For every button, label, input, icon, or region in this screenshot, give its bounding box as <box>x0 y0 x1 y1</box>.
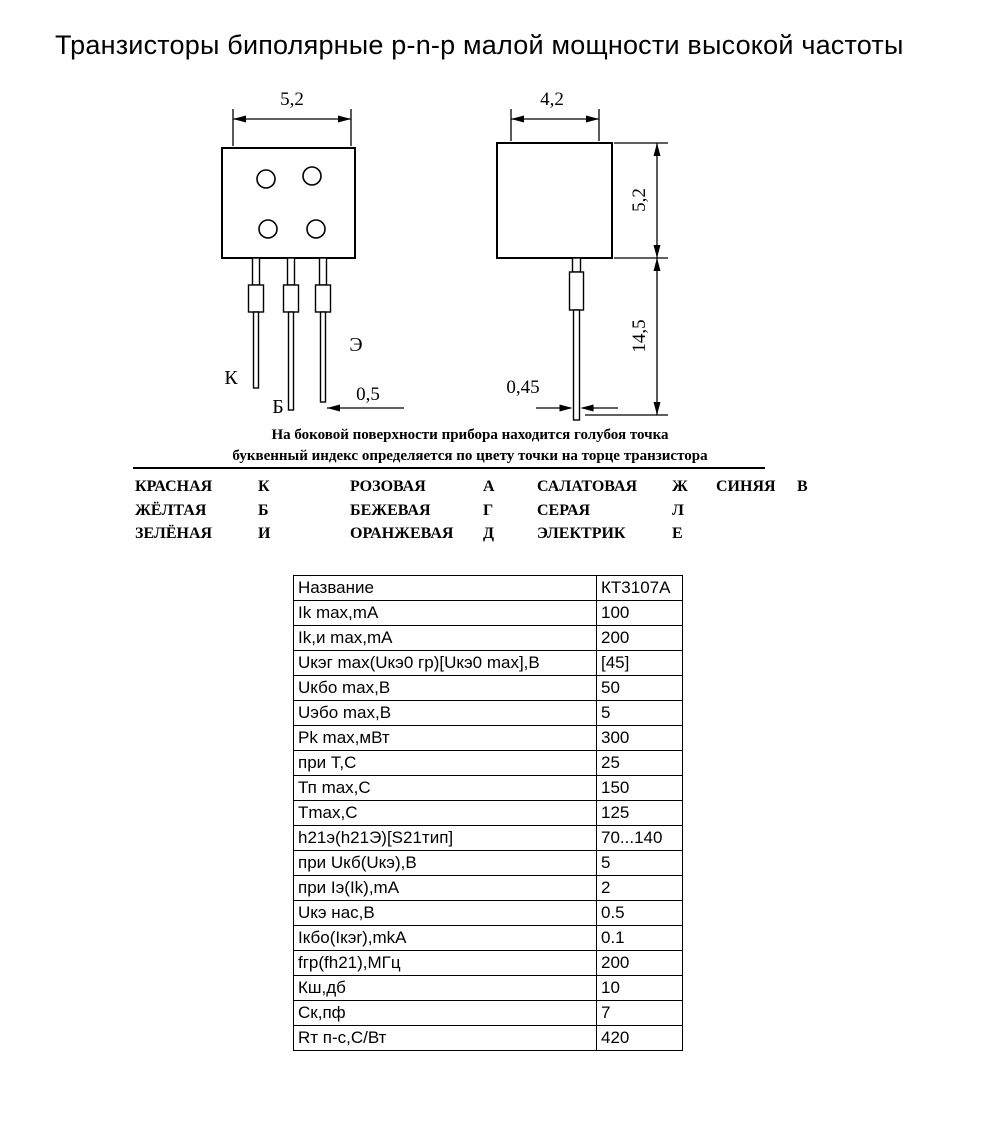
color-name: СИНЯЯ <box>716 478 776 495</box>
param-row <box>294 776 683 801</box>
param-value: 420 <box>597 1026 683 1051</box>
param-name: Uкэг max(Uкэ0 гр)[Uкэ0 max],В <box>294 651 597 676</box>
color-name: ЖЁЛТАЯ <box>135 501 207 519</box>
param-value: 300 <box>597 726 683 751</box>
color-letter: Е <box>672 525 683 542</box>
color-name <box>716 502 797 526</box>
side-view <box>497 109 668 420</box>
param-row <box>294 626 683 651</box>
side-lead-length-label: 14,5 <box>629 319 650 353</box>
divider-line <box>133 467 765 469</box>
param-row <box>294 801 683 826</box>
color-letter: Б <box>258 501 269 519</box>
color-name: РОЗОВАЯ <box>350 478 426 495</box>
param-row <box>294 601 683 626</box>
color-name: СЕРАЯ <box>537 501 591 519</box>
color-name: САЛАТОВАЯ <box>537 478 638 495</box>
param-name: Uкэ нас,В <box>294 901 597 926</box>
side-lead-thickness-label: 0,45 <box>506 377 540 398</box>
param-value: 7 <box>597 1001 683 1026</box>
param-name: Тп max,С <box>294 776 597 801</box>
param-value: 100 <box>597 601 683 626</box>
color-name: КРАСНАЯ <box>135 478 213 495</box>
front-pin-collector-label: К <box>224 367 238 389</box>
side-height-dimensions <box>585 143 668 415</box>
param-row <box>294 901 683 926</box>
param-name: Iкбо(Iкэr),mkA <box>294 926 597 951</box>
param-row <box>294 726 683 751</box>
param-value: 25 <box>597 751 683 776</box>
param-row <box>294 826 683 851</box>
front-body-outline <box>222 148 355 258</box>
color-name: ОРАНЖЕВАЯ <box>350 525 454 542</box>
param-value: 10 <box>597 976 683 1001</box>
color-letter: И <box>258 525 271 542</box>
front-hole-icon <box>303 167 321 185</box>
color-letter: Ж <box>672 478 688 495</box>
param-name: Ik,и max,mA <box>294 626 597 651</box>
color-code-table <box>135 478 857 549</box>
color-letter <box>797 502 857 526</box>
param-row <box>294 1026 683 1051</box>
front-hole-icon <box>257 170 275 188</box>
param-header-name: Название <box>294 576 597 601</box>
color-letter: Д <box>483 525 495 542</box>
param-row <box>294 676 683 701</box>
color-letter: Г <box>483 501 494 519</box>
front-lead-width-dimension <box>327 405 404 412</box>
param-name: h21э(h21Э)[S21тип] <box>294 826 597 851</box>
front-hole-icon <box>259 220 277 238</box>
param-header-value: КТ3107А <box>597 576 683 601</box>
param-name: при Iэ(Ik),mA <box>294 876 597 901</box>
parameters-table <box>293 575 683 1051</box>
note-line-2: буквенный индекс определяется по цвету точки на торце транзистора <box>232 448 708 464</box>
front-lead-width-label: 0,5 <box>356 384 380 405</box>
param-row <box>294 751 683 776</box>
param-value: 200 <box>597 626 683 651</box>
param-name: Tmax,С <box>294 801 597 826</box>
param-name: Pk max,мВт <box>294 726 597 751</box>
param-value: 70...140 <box>597 826 683 851</box>
note-line-1: На боковой поверхности прибора находится голубоя точка <box>271 427 669 443</box>
front-leads <box>249 258 331 410</box>
side-body-height-label: 5,2 <box>629 188 650 212</box>
param-name: Rт п-с,С/Вт <box>294 1026 597 1051</box>
param-name: Uкбо max,В <box>294 676 597 701</box>
color-letter <box>797 525 857 549</box>
color-letter: В <box>797 478 808 495</box>
param-name: Кш,дб <box>294 976 597 1001</box>
page-title: Транзисторы биполярные p-n-p малой мощности высокой частоты <box>55 30 904 60</box>
param-name: Ск,пф <box>294 1001 597 1026</box>
color-name: ЗЕЛЁНАЯ <box>135 525 213 542</box>
color-name: ЭЛЕКТРИК <box>537 525 626 542</box>
color-name <box>716 525 797 549</box>
param-value: 5 <box>597 851 683 876</box>
side-width-dimension <box>511 109 599 141</box>
front-view <box>222 109 404 412</box>
color-letter: А <box>483 478 495 495</box>
param-row <box>294 851 683 876</box>
param-name: Ik max,mA <box>294 601 597 626</box>
param-value: [45] <box>597 651 683 676</box>
param-value: 5 <box>597 701 683 726</box>
param-name: fгр(fh21),МГц <box>294 951 597 976</box>
param-value: 150 <box>597 776 683 801</box>
param-row <box>294 926 683 951</box>
param-value: 0.5 <box>597 901 683 926</box>
color-name: БЕЖЕВАЯ <box>350 501 431 519</box>
param-name: при Uкб(Uкэ),В <box>294 851 597 876</box>
param-row <box>294 976 683 1001</box>
side-lead <box>570 258 584 420</box>
param-row <box>294 951 683 976</box>
param-name: при Т,С <box>294 751 597 776</box>
color-letter: К <box>258 478 270 495</box>
front-width-label: 5,2 <box>280 89 304 110</box>
package-drawings <box>0 0 1000 470</box>
param-value: 2 <box>597 876 683 901</box>
param-row <box>294 876 683 901</box>
color-letter: Л <box>672 501 684 519</box>
param-value: 50 <box>597 676 683 701</box>
front-pin-emitter-label: Э <box>349 334 363 356</box>
param-value: 0.1 <box>597 926 683 951</box>
front-width-dimension <box>233 109 351 146</box>
param-header-row <box>294 576 683 601</box>
param-row <box>294 1001 683 1026</box>
param-value: 125 <box>597 801 683 826</box>
side-body-outline <box>497 143 612 258</box>
param-row <box>294 651 683 676</box>
side-width-label: 4,2 <box>540 89 564 110</box>
param-row <box>294 701 683 726</box>
front-pin-base-label: Б <box>272 396 284 418</box>
param-name: Uэбо max,В <box>294 701 597 726</box>
front-hole-icon <box>307 220 325 238</box>
param-value: 200 <box>597 951 683 976</box>
